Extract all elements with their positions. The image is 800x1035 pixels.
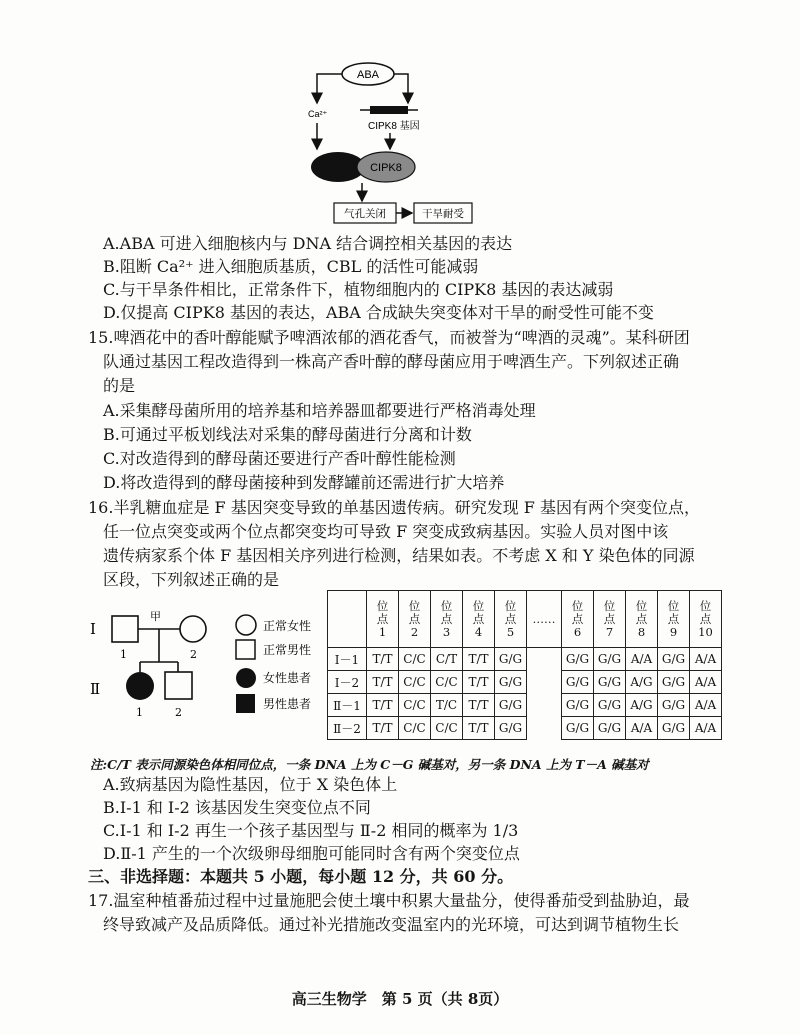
genotype-cell: G/G	[594, 717, 626, 740]
genotype-cell: C/C	[399, 648, 431, 671]
genotype-cell: A/G	[626, 694, 658, 717]
q16-option-c: C.Ⅰ-1 和 Ⅰ-2 再生一个孩子基因型与 Ⅱ-2 相同的概率为 1/3	[103, 821, 519, 840]
table-row	[328, 671, 722, 694]
row-id-cell: Ⅱ－1	[328, 694, 367, 717]
ellipsis-cell	[527, 648, 562, 671]
genotype-cell: G/G	[658, 694, 690, 717]
legend-affected-female-symbol	[236, 668, 256, 688]
q15-option-b: B.可通过平板划线法对采集的酵母菌进行分离和计数	[103, 425, 472, 444]
aba-to-ca-arrow	[317, 74, 342, 103]
pedigree-chart	[80, 600, 325, 725]
genotype-cell: G/G	[562, 648, 594, 671]
pedigree-I2-female	[180, 616, 206, 642]
aba-to-gene-arrow	[394, 74, 408, 103]
genotype-cell: G/G	[562, 717, 594, 740]
table-header-row	[328, 591, 722, 648]
genotype-cell: C/T	[431, 648, 463, 671]
genotype-cell: G/G	[658, 717, 690, 740]
q17-stem-line-1: 17.温室种植番茄过程中过量施肥会使土壤中积累大量盐分，使得番茄受到盐胁迫，最	[88, 891, 690, 910]
q14-option-a: A.ABA 可进入细胞核内与 DNA 结合调控相关基因的表达	[103, 234, 513, 253]
pedigree-I2-number: 2	[190, 648, 197, 661]
pedigree-I1-male	[112, 616, 138, 642]
table-note: 注:C/T 表示同源染色体相同位点，一条 DNA 上为 C－G 碱基对，另一条 DNA 上为 T－A 碱基对	[90, 757, 649, 772]
genotype-cell: A/A	[626, 717, 658, 740]
genotype-cell: C/C	[399, 671, 431, 694]
genotype-cell: A/A	[690, 648, 722, 671]
row-id-cell: Ⅰ－2	[328, 671, 367, 694]
row-id-cell: Ⅰ－1	[328, 648, 367, 671]
genotype-cell: C/C	[431, 671, 463, 694]
q16-option-b: B.Ⅰ-1 和 Ⅰ-2 该基因发生突变位点不同	[103, 798, 371, 817]
genotype-cell: A/A	[690, 717, 722, 740]
genotype-cell: T/T	[367, 694, 399, 717]
genotype-cell: T/T	[367, 648, 399, 671]
legend-affected-female: 女性患者	[263, 671, 312, 685]
table-body	[328, 648, 722, 740]
cipk8-label: CIPK8	[370, 162, 402, 174]
genotype-cell: T/T	[367, 717, 399, 740]
header-locus-10: 位 点 10	[690, 591, 722, 648]
genotype-cell: T/T	[463, 648, 495, 671]
genotype-cell: A/G	[626, 671, 658, 694]
q15-stem-line-1: 15.啤酒花中的香叶醇能赋予啤酒浓郁的酒花香气，而被誉为“啤酒的灵魂”。某科研团	[88, 328, 690, 347]
table-row	[328, 717, 722, 740]
q16-stem-line-1: 16.半乳糖血症是 F 基因突变导致的单基因遗传病。研究发现 F 基因有两个突变位点，	[88, 498, 700, 517]
page-footer: 高三生物学 第 5 页（共 8页）	[291, 990, 509, 1008]
pedigree-II1-affected-female	[126, 672, 154, 700]
row-id-cell: Ⅱ－2	[328, 717, 367, 740]
calcium-label: Ca²⁺	[308, 109, 328, 119]
q15-option-c: C.对改造得到的酵母菌还要进行产香叶醇性能检测	[103, 449, 456, 468]
q16-option-a: A.致病基因为隐性基因，位于 X 染色体上	[103, 775, 398, 794]
legend-affected-male: 男性患者	[263, 697, 312, 711]
pedigree-II1-number: 1	[136, 706, 143, 719]
genotype-cell: G/G	[658, 671, 690, 694]
q16-option-d: D.Ⅱ-1 产生的一个次级卵母细胞可能同时含有两个突变位点	[103, 844, 520, 863]
genotype-cell: G/G	[594, 694, 626, 717]
genotype-cell: C/C	[431, 717, 463, 740]
q16-stem-line-4: 区段，下列叙述正确的是	[103, 570, 280, 589]
section-3-heading: 三、非选择题：本题共 5 小题，每小题 12 分，共 60 分。	[88, 867, 514, 886]
q15-option-d: D.将改造得到的酵母菌接种到发酵罐前还需进行扩大培养	[103, 473, 505, 492]
q15-stem-line-2: 队通过基因工程改造得到一株高产香叶醇的酵母菌应用于啤酒生产。下列叙述正确	[103, 352, 680, 371]
aba-label: ABA	[356, 69, 380, 81]
genotype-cell: G/G	[658, 648, 690, 671]
header-locus-3: 位 点 3	[431, 591, 463, 648]
q14-option-c: C.与干旱条件相比，正常条件下，植物细胞内的 CIPK8 基因的表达减弱	[103, 280, 614, 299]
q15-stem-line-3: 的是	[103, 376, 136, 395]
genotype-cell: C/C	[399, 717, 431, 740]
gene-label: CIPK8 基因	[368, 121, 420, 132]
genotype-cell: G/G	[495, 694, 527, 717]
table-corner-cell	[328, 591, 367, 648]
genotype-cell: T/C	[431, 694, 463, 717]
pedigree-II2-male	[165, 672, 192, 699]
header-locus-1: 位 点 1	[367, 591, 399, 648]
genotype-cell: G/G	[562, 694, 594, 717]
drought-label: 干旱耐受	[422, 208, 464, 220]
genotype-cell: T/T	[463, 717, 495, 740]
genotype-cell: G/G	[594, 671, 626, 694]
generation-1-label: Ⅰ	[90, 620, 96, 638]
generation-2-label: Ⅱ	[90, 680, 101, 698]
aba-pathway-diagram	[290, 55, 490, 230]
genotype-cell: A/A	[690, 694, 722, 717]
header-locus-5: 位 点 5	[495, 591, 527, 648]
genotype-cell: T/T	[367, 671, 399, 694]
genotype-cell: G/G	[495, 648, 527, 671]
genotype-cell: A/A	[626, 648, 658, 671]
header-ellipsis: ……	[527, 591, 562, 648]
legend-affected-male-symbol	[236, 694, 255, 713]
q14-option-d: D.仅提高 CIPK8 基因的表达，ABA 合成缺失突变体对干旱的耐受性可能不变	[103, 303, 654, 322]
header-locus-9: 位 点 9	[658, 591, 690, 648]
ellipsis-cell	[527, 694, 562, 717]
genotype-cell: C/C	[399, 694, 431, 717]
q17-stem-line-2: 终导致减产及品质降低。通过补光措施改变温室内的光环境，可达到调节植物生长	[103, 915, 680, 934]
table-row	[328, 648, 722, 671]
gene-block	[370, 106, 408, 114]
header-locus-2: 位 点 2	[399, 591, 431, 648]
ellipsis-cell	[527, 671, 562, 694]
q14-option-b: B.阻断 Ca²⁺ 进入细胞质基质，CBL 的活性可能减弱	[103, 257, 479, 276]
ellipsis-cell	[527, 717, 562, 740]
header-locus-7: 位 点 7	[594, 591, 626, 648]
pedigree-I1-number: 1	[120, 648, 127, 661]
q15-option-a: A.采集酵母菌所用的培养基和培养器皿都要进行严格消毒处理	[103, 401, 536, 420]
legend-normal-male-symbol	[236, 640, 255, 659]
q16-stem-line-3: 遗传病家系个体 F 基因相关序列进行检测，结果如表。不考虑 X 和 Y 染色体的同源	[103, 546, 695, 565]
pedigree-II2-number: 2	[175, 706, 182, 719]
genotype-cell: G/G	[594, 648, 626, 671]
stomata-label: 气孔关闭	[344, 208, 386, 220]
genotype-cell: G/G	[495, 671, 527, 694]
header-locus-4: 位 点 4	[463, 591, 495, 648]
genotype-cell: G/G	[495, 717, 527, 740]
genotype-cell: T/T	[463, 694, 495, 717]
legend-normal-female-symbol	[236, 615, 256, 635]
q16-stem-line-2: 任一位点突变或两个位点都突变均可导致 F 突变成致病基因。实验人员对图中该	[103, 522, 669, 541]
legend-normal-male: 正常男性	[263, 643, 312, 657]
genotype-cell: G/G	[562, 671, 594, 694]
genotype-cell: T/T	[463, 671, 495, 694]
header-locus-6: 位 点 6	[562, 591, 594, 648]
jia-label: 甲	[150, 610, 161, 623]
genotype-cell: A/A	[690, 671, 722, 694]
table-row	[328, 694, 722, 717]
genotype-table	[327, 590, 722, 740]
legend-normal-female: 正常女性	[263, 619, 312, 633]
header-locus-8: 位 点 8	[626, 591, 658, 648]
